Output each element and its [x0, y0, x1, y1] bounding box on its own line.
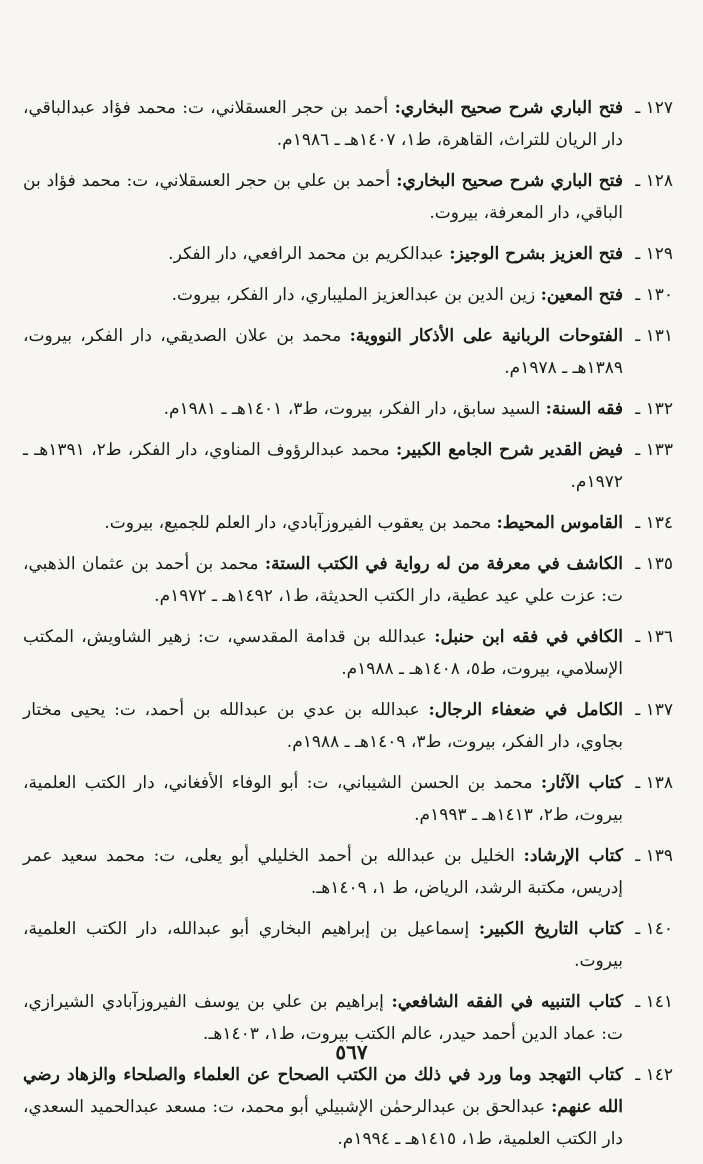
entry-title: كتاب الإرشاد:: [523, 846, 623, 866]
entry-number: ١٣٦ ـ: [635, 627, 673, 647]
bibliography-entry: [23, 507, 673, 539]
entry-body: [23, 320, 623, 384]
entry-details: محمد عبدالرؤوف المناوي، دار الفكر، ط٢، ١٣٩١هـ ـ ١٩٧٢م.: [23, 440, 623, 492]
entry-title: القاموس المحيط:: [496, 513, 623, 533]
bibliography-entry: [23, 621, 673, 685]
bibliography-entry: [23, 767, 673, 831]
entry-title: كتاب التنبيه في الفقه الشافعي:: [391, 992, 624, 1012]
bibliography-entry: [23, 694, 673, 758]
entry-number: ١٤٠ ـ: [635, 919, 673, 939]
entry-details: أحمد بن حجر العسقلاني، ت: محمد فؤاد عبدالباقي، دار الريان للتراث، القاهرة، ط١، ١٤٠٧هـ ـ ١٩٨٦م.: [23, 98, 623, 150]
bibliography-entry: [23, 548, 673, 612]
bibliography-entry: [23, 434, 673, 498]
entry-title: كتاب التهجد وما ورد في ذلك من الكتب الصحاح عن العلماء والصلحاء والزهاد رضي الله عنهم:: [23, 1065, 623, 1117]
entry-title: فتح الباري شرح صحيح البخاري:: [396, 171, 624, 191]
entry-details: الخليل بن عبدالله بن أحمد الخليلي أبو يعلى، ت: محمد سعيد عمر إدريس، مكتبة الرشد، الرياض، ط ١، ١٤٠٩هـ.: [23, 846, 623, 898]
entry-number: ١٣٠ ـ: [635, 285, 673, 305]
entry-body: [23, 92, 623, 156]
entry-title: كتاب الآثار:: [540, 773, 624, 793]
entry-number: ١٤٢ ـ: [635, 1065, 673, 1085]
entry-title: الكافي في فقه ابن حنبل:: [434, 627, 624, 647]
bibliography-entry: [23, 238, 673, 270]
entry-details: السيد سابق، دار الفكر، بيروت، ط٣، ١٤٠١هـ ـ ١٩٨١م.: [163, 399, 541, 419]
entry-title: فيض القدير شرح الجامع الكبير:: [396, 440, 623, 460]
entry-title: الكامل في ضعفاء الرجال:: [428, 700, 624, 720]
entry-number: ١٣٧ ـ: [635, 700, 673, 720]
entry-body: [23, 548, 623, 612]
entry-details: إسماعيل بن إبراهيم البخاري أبو عبدالله، دار الكتب العلمية، بيروت.: [23, 919, 623, 971]
entry-body: [23, 694, 623, 758]
entry-body: [23, 767, 623, 831]
bibliography-entry: [23, 92, 673, 156]
entry-title: فتح الباري شرح صحيح البخاري:: [394, 98, 624, 118]
bibliography-entry: [23, 840, 673, 904]
entry-details: محمد بن علان الصديقي، دار الفكر، بيروت، ١٣٨٩هـ ـ ١٩٧٨م.: [23, 326, 623, 378]
entry-details: عبدالله بن قدامة المقدسي، ت: زهير الشاويش، المكتب الإسلامي، بيروت، ط٥، ١٤٠٨هـ ـ ١٩٨٨م.: [23, 627, 623, 679]
bibliography-entry: [23, 165, 673, 229]
bibliography-list: [23, 92, 673, 1164]
bibliography-entry: [23, 320, 673, 384]
entry-number: ١٣٨ ـ: [635, 773, 673, 793]
entry-number: ١٣٩ ـ: [635, 846, 673, 866]
entry-number: ١٣٥ ـ: [635, 554, 673, 574]
entry-number: ١٢٨ ـ: [635, 171, 673, 191]
entry-body: [23, 1059, 623, 1155]
entry-details: إبراهيم بن علي بن يوسف الفيروزآبادي الشيرازي، ت: عماد الدين أحمد حيدر، عالم الكتب بيروت، ط١، ١٤٠٣هـ.: [23, 992, 623, 1044]
entry-number: ١٢٧ ـ: [635, 98, 673, 118]
entry-title: فتح المعين:: [540, 285, 623, 305]
entry-details: عبدالحق بن عبدالرحمٰن الإشبيلي أبو محمد، ت: مسعد عبدالحميد السعدي، دار الكتب العلمية، ط١، ١٤١٥هـ ـ ١٩٩٤م.: [23, 1097, 623, 1149]
entry-title: الفتوحات الربانية على الأذكار النووية:: [349, 326, 623, 346]
entry-number: ١٣٤ ـ: [635, 513, 673, 533]
entry-details: محمد بن أحمد بن عثمان الذهبي، ت: عزت علي عيد عطية، دار الكتب الحديثة، ط١، ١٤٩٢هـ ـ ١٩٧٢م.: [23, 554, 623, 606]
entry-title: فتح العزيز بشرح الوجيز:: [449, 244, 623, 264]
page-number: ٥٦٧: [335, 1040, 368, 1064]
entry-body: [23, 913, 623, 977]
bibliography-entry: [23, 1059, 673, 1155]
entry-number: ١٣٢ ـ: [635, 399, 673, 419]
entry-body: [23, 393, 623, 425]
entry-body: [23, 840, 623, 904]
entry-body: [23, 238, 623, 270]
entry-body: [23, 621, 623, 685]
entry-number: ١٣١ ـ: [635, 326, 673, 346]
entry-body: [23, 507, 623, 539]
bibliography-entry: [23, 913, 673, 977]
entry-number: ١٤١ ـ: [635, 992, 673, 1012]
entry-details: عبدالكريم بن محمد الرافعي، دار الفكر.: [168, 244, 444, 264]
entry-details: محمد بن الحسن الشيباني، ت: أبو الوفاء الأفغاني، دار الكتب العلمية، بيروت، ط٢، ١٤١٣هـ ـ ١٩٩٣م.: [23, 773, 623, 825]
bibliography-entry: [23, 393, 673, 425]
bibliography-entry: [23, 279, 673, 311]
entry-title: كتاب التاريخ الكبير:: [478, 919, 624, 939]
entry-details: محمد بن يعقوب الفيروزآبادي، دار العلم للجميع، بيروت.: [104, 513, 492, 533]
entry-title: فقه السنة:: [545, 399, 623, 419]
entry-number: ١٣٣ ـ: [635, 440, 673, 460]
entry-details: أحمد بن علي بن حجر العسقلاني، ت: محمد فؤاد بن الباقي، دار المعرفة، بيروت.: [23, 171, 623, 223]
entry-details: عبدالله بن عدي بن عبدالله بن أحمد، ت: يحيى مختار بجاوي، دار الفكر، بيروت، ط٣، ١٤٠٩هـ ـ ١٩٨٨م.: [23, 700, 623, 752]
entry-body: [23, 434, 623, 498]
entry-number: ١٢٩ ـ: [635, 244, 673, 264]
entry-body: [23, 165, 623, 229]
entry-title: الكاشف في معرفة من له رواية في الكتب الستة:: [264, 554, 623, 574]
entry-details: زين الدين بن عبدالعزيز المليباري، دار الفكر، بيروت.: [171, 285, 536, 305]
entry-body: [23, 279, 623, 311]
